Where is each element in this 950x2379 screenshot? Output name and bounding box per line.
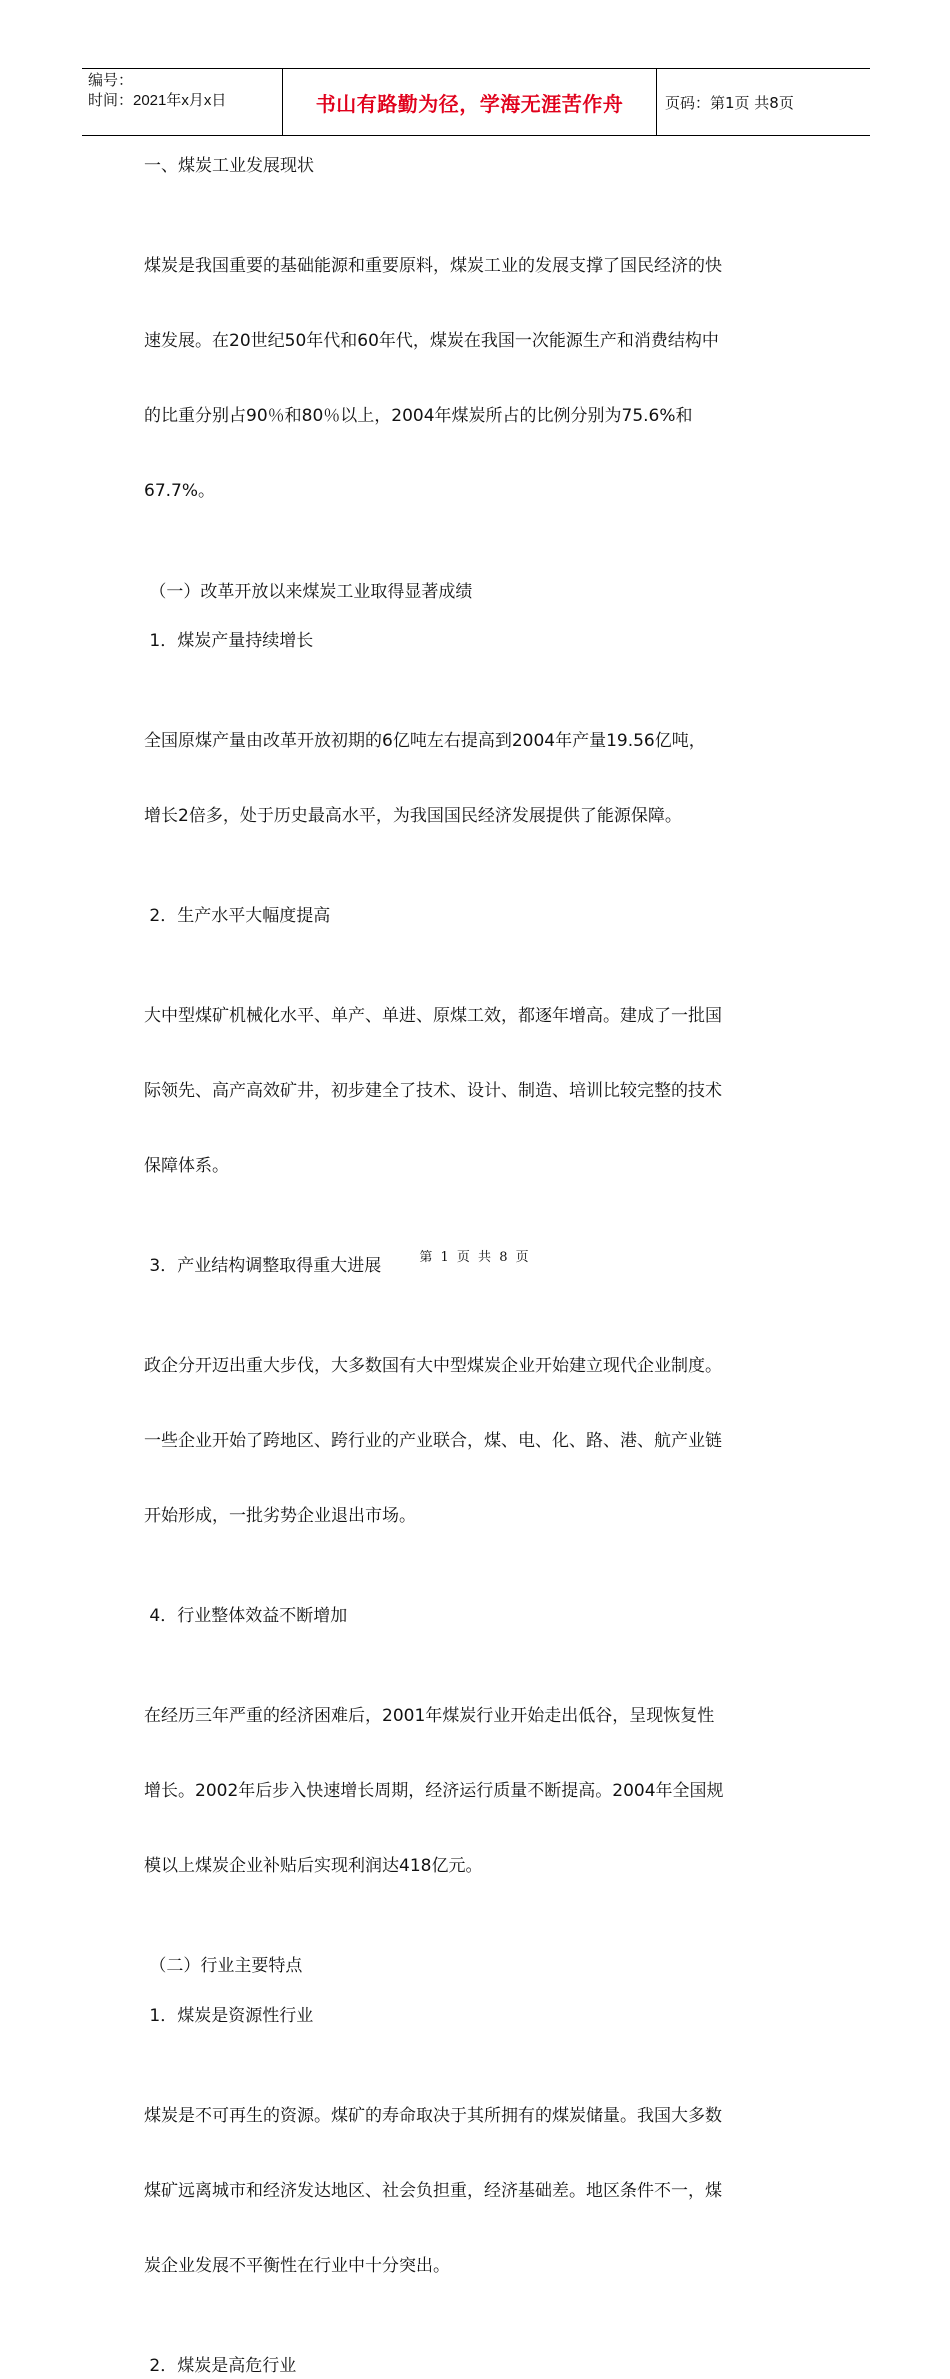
paragraph-line: 在经历三年严重的经济困难后，2001年煤炭行业开始走出低谷，呈现恢复性: [144, 1706, 715, 1726]
paragraph-line: 政企分开迈出重大步伐，大多数国有大中型煤炭企业开始建立现代企业制度。: [144, 1356, 722, 1376]
item-heading-1: 1．煤炭产量持续增长: [144, 631, 314, 651]
page-footer: 第 1 页 共 8 页: [419, 1250, 531, 1265]
subsection-heading-1: （一）改革开放以来煤炭工业取得显著成绩: [144, 582, 473, 602]
document-header: [82, 68, 870, 136]
paragraph-line: 的比重分别占90％和80％以上，2004年煤炭所占的比例分别为75.6%和: [144, 406, 693, 426]
paragraph-line: 增长2倍多，处于历史最高水平，为我国国民经济发展提供了能源保障。: [144, 806, 682, 826]
serial-number-label: 编号：: [88, 72, 134, 89]
item-heading-4: 4．行业整体效益不断增加: [144, 1606, 348, 1626]
header-page-info: 页码：第1页 共8页: [665, 93, 794, 112]
paragraph-line: 煤炭是我国重要的基础能源和重要原料，煤炭工业的发展支撑了国民经济的快: [144, 256, 722, 276]
header-motto: 书山有路勤为径，学海无涯苦作舟: [282, 69, 657, 135]
paragraph-line: 全国原煤产量由改革开放初期的6亿吨左右提高到2004年产量19.56亿吨，: [144, 731, 706, 751]
paragraph-5: [144, 1654, 804, 1929]
paragraph-2: [144, 679, 804, 879]
paragraph-line: 际领先、高产高效矿井，初步建全了技术、设计、制造、培训比较完整的技术: [144, 1081, 722, 1101]
item-heading-3: 3．产业结构调整取得重大进展: [144, 1256, 382, 1276]
section-heading-1: 一、煤炭工业发展现状: [144, 156, 314, 176]
paragraph-3: [144, 954, 804, 1229]
paragraph-line: 煤矿远离城市和经济发达地区、社会负担重，经济基础差。地区条件不一，煤: [144, 2181, 722, 2201]
item-heading-5: 1．煤炭是资源性行业: [144, 2006, 314, 2026]
paragraph-line: 炭企业发展不平衡性在行业中十分突出。: [144, 2256, 450, 2276]
paragraph-line: 模以上煤炭企业补贴后实现利润达418亿元。: [144, 1856, 483, 1876]
item-heading-6: 2．煤炭是高危行业: [144, 2356, 297, 2376]
paragraph-line: 67.7%。: [144, 481, 216, 501]
paragraph-1: [144, 204, 804, 554]
paragraph-line: 大中型煤矿机械化水平、单产、单进、原煤工效，都逐年增高。建成了一批国: [144, 1006, 722, 1026]
date-label: 时间：2021年x月x日: [88, 92, 227, 109]
paragraph-line: 增长。2002年后步入快速增长周期，经济运行质量不断提高。2004年全国规: [144, 1781, 724, 1801]
header-meta: [82, 69, 282, 135]
item-heading-2: 2．生产水平大幅度提高: [144, 906, 331, 926]
paragraph-line: 一些企业开始了跨地区、跨行业的产业联合，煤、电、化、路、港、航产业链: [144, 1431, 722, 1451]
document-body: [144, 154, 804, 2379]
paragraph-line: 煤炭是不可再生的资源。煤矿的寿命取决于其所拥有的煤炭储量。我国大多数: [144, 2106, 722, 2126]
paragraph-6: [144, 2054, 804, 2329]
subsection-heading-2: （二）行业主要特点: [144, 1956, 303, 1976]
paragraph-line: 保障体系。: [144, 1156, 229, 1176]
paragraph-line: 速发展。在20世纪50年代和60年代，煤炭在我国一次能源生产和消费结构中: [144, 331, 719, 351]
paragraph-4: [144, 1304, 804, 1579]
paragraph-line: 开始形成，一批劣势企业退出市场。: [144, 1506, 416, 1526]
